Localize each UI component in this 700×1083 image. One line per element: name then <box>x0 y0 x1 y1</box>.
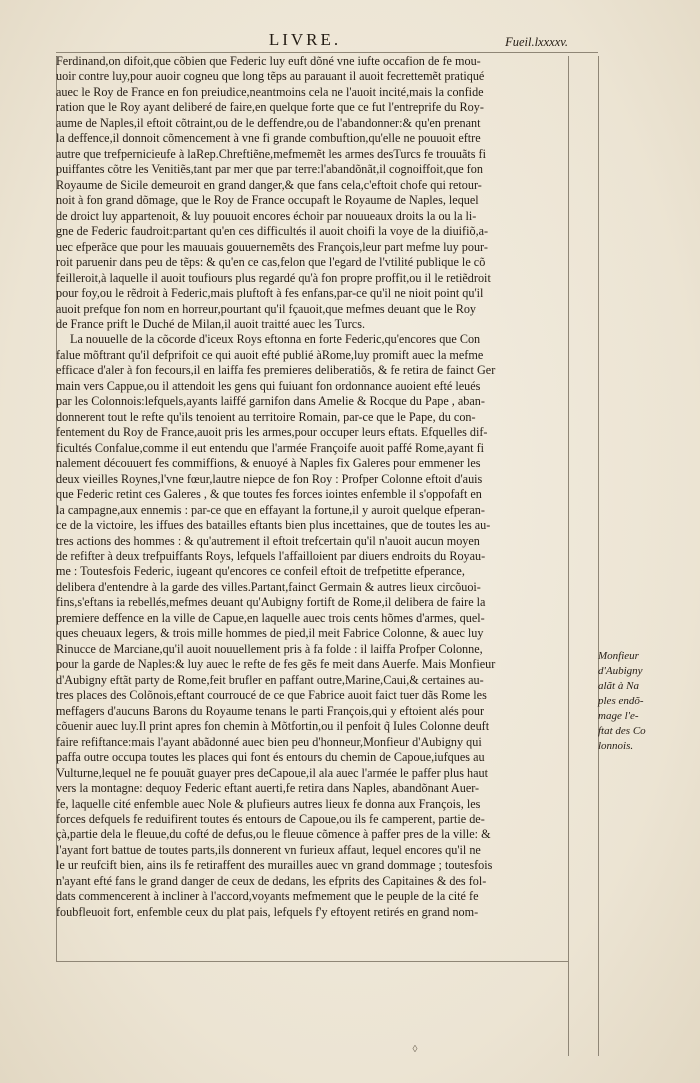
text-line: ce de la victoire, les iffues des batailles eftants bien plus incettaines, que de toutes les au- <box>56 518 491 533</box>
outer-margin-rule <box>598 56 599 1056</box>
text-line: ration que le Roy ayant deliberé de faire,en quelque forte que ce fut l'entreprife du Roy- <box>56 100 484 115</box>
text-line: puiffantes cõtre les Venitiẽs,tant par mer que par terre:l'abandõnãt,il cognoiffoit,que fon <box>56 162 483 177</box>
text-line: foubfleuoit fort, enfemble ceux du plat pais, lefquels f'y eftoyent retirés en grand nom- <box>56 904 479 919</box>
marginal-note-line: Monfieur <box>598 650 639 662</box>
text-line: deux vieilles Roynes,l'vne fœur,lautre niepce de fon Roy : Profper Colonne eftoit d'auis <box>56 471 483 486</box>
text-line: tres places des Colõnois,eftant courroucé de ce que Fabrice auoit faict tuer dãs Rome les <box>56 688 487 703</box>
text-line: cõuenir auec luy.Il print apres fon chemin à Mõtfortin,ou il penfoit q̃ Iules Colonne deuft <box>56 719 490 734</box>
footer-ornament: ◊ <box>412 1044 418 1055</box>
marginal-note-line: mage l'e- <box>598 710 639 722</box>
text-line: nalement découuert fes commiffions, & enuoyé à Naples fix Galeres pour emmener les <box>56 456 481 471</box>
text-line: roit paruenir dans peu de tẽps: & qu'en ce cas,felon que l'egard de l'vtilité publique le cõ <box>56 255 486 270</box>
text-line: uoir contre luy,pour auoir cogneu que long tẽps au parauant il auoit fecrettemẽt pratiqué <box>56 69 485 84</box>
text-line: que Federic retint ces Galeres , & que toutes fes forces iointes enfemble il s'oppofaft en <box>56 487 482 502</box>
text-line: Royaume de Sicile demeuroit en grand danger,& que fans cela,c'eftoit chofe qui retour- <box>56 177 482 192</box>
folio-number: Fueil.lxxxxv. <box>505 35 568 49</box>
text-line: feilleroit,à laquelle il auoit toufiours plus regardé qu'à fon propre proffit,ou il le retiẽdroit <box>56 270 491 285</box>
text-line: n'ayant efté fans le grand danger de ceux de dedans, les efprits des Capitaines & des fol- <box>56 873 487 888</box>
text-line: donnerent tout le refte qu'ils tenoient au territoire Romain, par-ce que le Pape, du con- <box>56 409 476 424</box>
text-line: premiere deffence en la ville de Capue,en laquelle auec trois cents hõmes d'armes, quel- <box>56 610 485 625</box>
text-line: uec efperãce que pour les mauuais gouuernemẽts des François,leur part mefme luy pour- <box>56 239 488 254</box>
running-title: LIVRE. <box>268 30 342 49</box>
marginal-note-line: alãt à Na <box>598 680 639 692</box>
marginal-note-line: d'Aubigny <box>598 665 643 677</box>
right-margin-rule <box>568 56 569 1056</box>
text-line: de refifter à deux trefpuiffants Roys, lefquels l'affailloient par diuers endroits du Royau- <box>56 549 486 563</box>
text-line: La nouuelle de la cõcorde d'iceux Roys eftonna en forte Federic,qu'encores que Con <box>70 332 481 347</box>
text-line: par les Colonnois:lefquels,ayants laiffé garnifon dans Amelie & Rocque du Pape , aban- <box>56 394 485 409</box>
text-line: forces defquels fe reduifirent toutes és entours de Capoue,ou ils fe camperent, partie de- <box>56 811 485 826</box>
text-line: tres actions des hommes : & qu'autrement il eftoit trefcertain qu'il n'auoit aucun moyen <box>56 533 480 548</box>
text-line: pour la garde de Naples:& luy auec le refte de fes gẽs fe meit dans Auerfe. Mais Monfieur <box>56 657 496 672</box>
text-line: de France prift le Duché de Milan,il auoit traitté auec les Turcs. <box>56 316 365 331</box>
text-line: delibera d'entendre à la garde des villes.Partant,fainct Germain & autres lieux circõuoi- <box>56 579 481 594</box>
text-line: aume de Naples,il eftoit cõtraint,ou de le deffendre,ou de l'abandonner:& qu'en prenant <box>56 115 481 130</box>
marginal-note-line: ftat des Co <box>598 725 646 737</box>
main-text-block <box>56 54 568 920</box>
bottom-rule <box>56 961 568 962</box>
text-line: paffa outre occupa toutes les places qui font és entours du chemin de Capoue,iufques au <box>56 750 485 765</box>
header-rule <box>56 52 598 53</box>
text-line: ficultés Confalue,comme il eut entendu que l'armée Françoife auoit paffé Rome,ayant fi <box>56 440 485 455</box>
text-line: l'ayant fort battue de toutes parts,ils donnerent vn furieux affaut, lequel encores qu'il ne <box>56 842 481 857</box>
text-line: main vers Cappue,ou il attendoit les gens qui fuiuant fon ordonnance auoient efté leués <box>56 378 481 393</box>
text-line: faire refiftance:mais l'ayant abãdonné auec bien peu d'honneur,Monfieur d'Aubigny qui <box>56 734 482 749</box>
text-line: auoit prefque fon nom en horreur,pourtant qu'il fçauoit,que mefmes deuant que le Roy <box>56 301 477 316</box>
text-line: la deffence,il donnoit cõmencement à vne fi grande combuftion,qu'elle ne pouuoit eftre <box>56 131 481 146</box>
text-line: le ur reufcift bien, ains ils fe retiraffent des murailles auec vn grand dommage ; toutesfois <box>56 858 493 873</box>
text-line: Rinucce de Marciane,qu'il auoit nouuellement pris à fa folde : il laiffa Profper Colonne, <box>56 641 483 656</box>
marginal-note-line: lonnois. <box>598 740 634 752</box>
text-line: pour foy,ou le rẽdroit à Federic,mais pluftoft à fes enfans,par-ce qu'il ne nioit point qu'il <box>56 286 484 301</box>
text-line: Vulturne,lequel ne fe pouuãt guayer pres deCapoue,il ala auec l'armée le paffer plus haut <box>56 765 489 780</box>
text-line: meffagers d'aucuns Barons du Royaume tenans le parti François,qui y eftoient alés pour <box>56 703 485 718</box>
text-line: autre que trefpernicieufe à laRep.Chreftiẽne,mefmemẽt les armes desTurcs fe trouuãts fi <box>56 146 487 161</box>
text-line: falue mõftrant qu'il defprifoit ce qui auoit efté publié àRome,luy promift auec la mefme <box>56 347 484 362</box>
text-line: me : Toutesfois Federic, iugeant qu'encores ce confeil eftoit de trefpetitte efperance, <box>56 564 465 579</box>
text-line: auec le Roy de France en fon preiudice,neantmoins cela ne l'auoit incité,mais la confide <box>56 84 484 99</box>
text-line: dats commencerent à incliner à l'accord,voyants mefmement que le peuple de la cité fe <box>56 889 479 904</box>
text-line: gne de Federic faudroit:partant qu'en ces difficultés il auoit choifi la voye de la diuifiõ,a- <box>56 224 489 239</box>
text-line: fentement du Roy de France,auoit pris les armes,pour occuper leurs eftats. Efquelles dif- <box>56 425 488 440</box>
text-line: Ferdinand,on difoit,que cõbien que Federic luy euft dõné vne iufte occafion de fe mou- <box>56 54 481 68</box>
marginal-note <box>598 649 658 754</box>
text-line: efficace d'aler à fon fecours,il en laiffa fes premieres deliberatiõs, & fe retira de fainct Ger <box>56 363 496 378</box>
text-line: de droict luy appartenoit, & luy pouuoit encores échoir par nouueaux droits la ou la li- <box>56 208 477 223</box>
marginal-note-line: ples endõ- <box>598 695 644 707</box>
text-line: fe, laquelle cité enfemble auec Nole & plufieurs autres lieux fe donna aux François, les <box>56 796 481 811</box>
text-line: vers la montagne: dequoy Federic eftant auerti,fe retira dans Naples, abandõnant Auer- <box>56 781 480 796</box>
text-line: çà,partie dela le fleuue,du cofté de defus,ou le fleuue cõmence à paffer pres de la ville: & <box>56 827 491 842</box>
text-line: fins,s'eftans ia rebellés,mefmes deuant qu'Aubigny fortift de Rome,il delibera de faire la <box>56 595 486 610</box>
text-line: d'Aubigny eftãt party de Rome,feit brufler en paffant outre,Marine,Caui,& certaines au- <box>56 672 484 687</box>
text-line: ques cheuaux legers, & trois mille hommes de pied,il meit Fabrice Colonne, & auec luy <box>56 626 484 641</box>
text-line: noit à fon grand dõmage, que le Roy de France occupaft le Royaume de Naples, lequel <box>56 193 479 208</box>
text-line: la campagne,aux ennemis : par-ce que en effayant la fortune,il y auroit quelque efperan- <box>56 502 485 517</box>
